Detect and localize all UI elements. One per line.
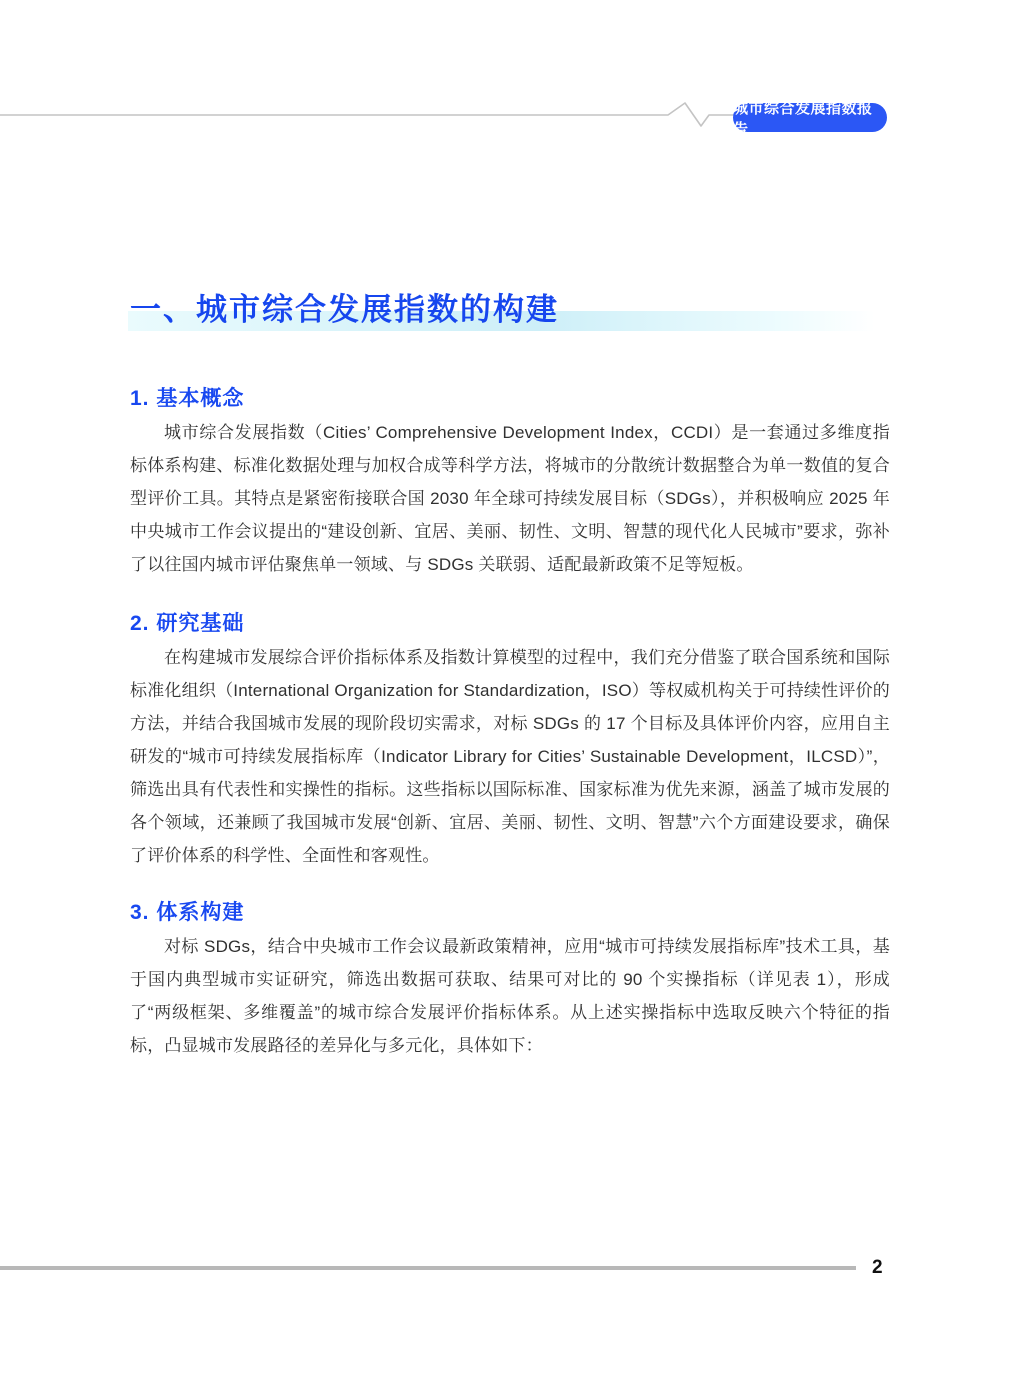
page-number: 2 bbox=[872, 1257, 883, 1278]
footer-divider bbox=[0, 1266, 856, 1270]
section-body-basic-concept: 城市综合发展指数（Cities’ Comprehensive Development Index，CCDI）是一套通过多维度指标体系构建、标准化数据处理与加权合成等科学方法，将城市的分散统计数据整合为单一数值的复合型评价工具。其特点是紧密衔接联合国 2030 年全球可持续发展目标（SDGs），并积极响应 2025 年中央城市工作会议提出的“建设创新、宜居、美丽、韧性、文明、智慧的现代化人民城市”要求，弥补了以往国内城市评估聚焦单一领域、与 SDGs 关联弱、适配最新政策不足等短板。 bbox=[130, 423, 890, 574]
chapter-title bbox=[130, 290, 890, 334]
section-heading-basic-concept: 1. 基本概念 bbox=[130, 387, 245, 410]
chapter-title-text: 一、城市综合发展指数的构建 bbox=[130, 292, 559, 327]
section-body-research-basis: 在构建城市发展综合评价指标体系及指数计算模型的过程中，我们充分借鉴了联合国系统和国际标准化组织（International Organization for Standardization，ISO）等权威机构关于可持续性评价的方法，并结合我国城市发展的现阶段切实需求，对标 SDGs 的 17 个目标及具体评价内容，应用自主研发的“城市可持续发展指标库（Indicator Library for Cities’ Sustainable Development，ILCSD）”，筛选出具有代表性和实操性的指标。这些指标以国际标准、国家标准为优先来源，涵盖了城市发展的各个领域，还兼顾了我国城市发展“创新、宜居、美丽、韧性、文明、智慧”六个方面建设要求，确保了评价体系的科学性、全面性和客观性。 bbox=[130, 648, 890, 865]
page-content bbox=[130, 0, 890, 1062]
section-body-system-construction: 对标 SDGs，结合中央城市工作会议最新政策精神，应用“城市可持续发展指标库”技术工具，基于国内典型城市实证研究，筛选出数据可获取、结果可对比的 90 个实操指标（详见表 1），形成了“两级框架、多维覆盖”的城市综合发展评价指标体系。从上述实操指标中选取反映六个特征的指标，凸显城市发展路径的差异化与多元化，具体如下： bbox=[130, 937, 890, 1055]
section-heading-research-basis: 2. 研究基础 bbox=[130, 612, 245, 635]
report-title-badge-label: 城市综合发展指数报告 bbox=[733, 99, 873, 138]
section-heading-system-construction: 3. 体系构建 bbox=[130, 901, 245, 924]
